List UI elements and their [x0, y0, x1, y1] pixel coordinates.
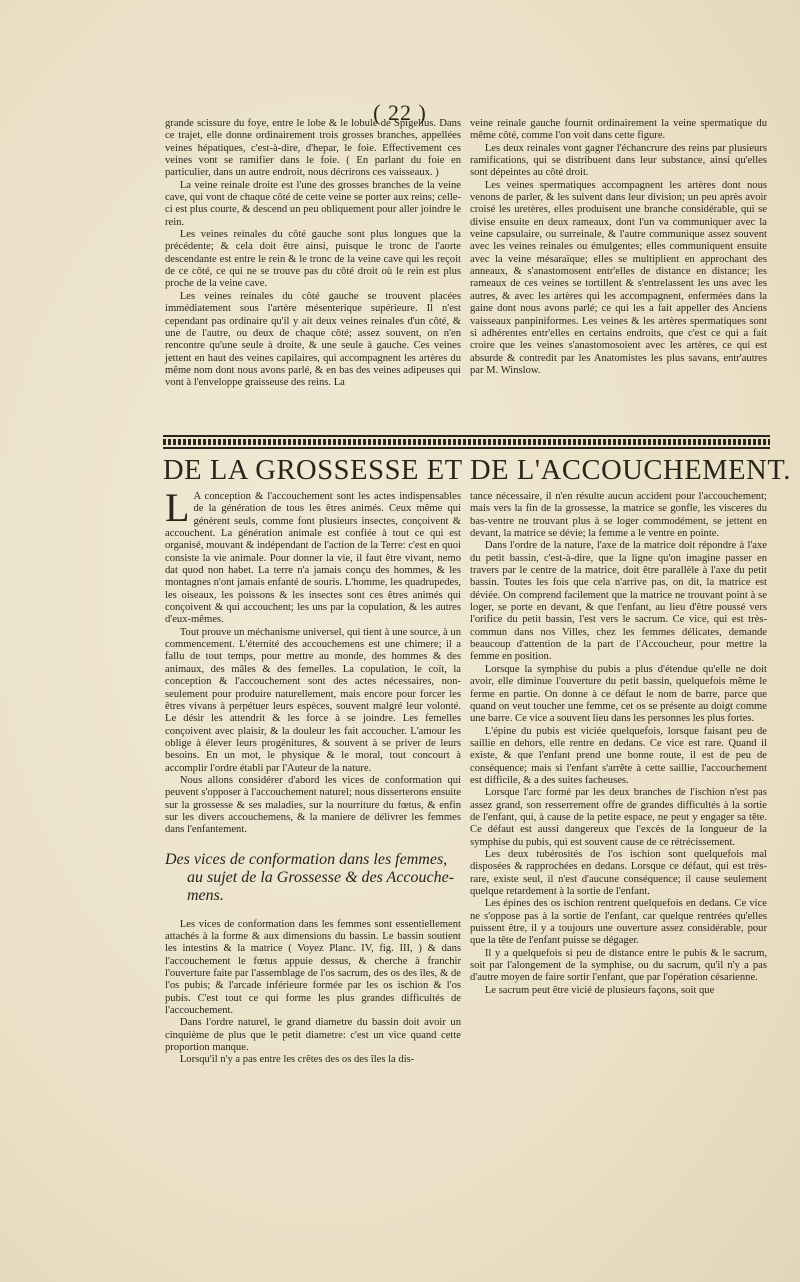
paragraph: Les veines reinales du côté gauche sont plus longues que la précédente; & cela doit être ainsi, puisque le tronc de l'aorte descendante est entre le rein & le tronc de la veine cave qui les reçoit de ce côté, ce qui ne se trouve pas du côté droit où le rein est plus proche de la veine cave. — [165, 229, 461, 290]
paragraph: Lorsque l'arc formé par les deux branches de l'ischion n'est pas assez grand, son resserrement offre de grandes difficultés à la sortie de l'enfant, qui, à cause de la petite espace, ne peut y engager sa tête. Ce défaut est aussi dangereux que l'excès de la longueur de la symphise du pubis, qui est souvent cause de ce rétrécissement. — [470, 787, 767, 848]
bottom-left-column — [165, 485, 461, 1067]
paragraph: grande scissure du foye, entre le lobe & le lobule de Spigelius. Dans ce trajet, elle donne ordinairement trois grosses branches, appellées veines hépatiques, c'est-à-dire, d'hepar, le foie. Effectivement ces veines vont se ramifier dans le foie. ( En parlant du foie en particulier, dans un autre endroit, nous décrirons ces vaisseaux. ) — [165, 118, 461, 179]
drop-cap: L — [165, 485, 190, 530]
paragraph: Lorsque la symphise du pubis a plus d'étendue qu'elle ne doit avoir, elle diminue l'ouverture du petit bassin, quelquefois même le ferme en partie. On donne à ce défaut le nom de barre, parce que quand on veut toucher une femme, cet os se présente au doigt comme une barre. Ce vice a souvent lieu dans les personnes les plus fortes. — [470, 663, 767, 725]
top-right-column — [470, 118, 767, 377]
paragraph: Dans l'ordre de la nature, l'axe de la matrice doit répondre à l'axe du petit bassin, c'est-à-dire, que la ligne qu'on imagine passer en travers par le centre de la matrice, doit être parallèle à l'axe du petit bassin. Toutes les fois que cela n'arrive pas, on dit, la matrice est déviée. On comprend facilement que la matrice ne trouvant point à se loger, se porte en devant, & que l'enfant, au lieu d'être poussé vers l'orifice du petit bassin, l'est vers le sacrum. Ce vice, qui est très-commun dans nos Villes, chez les femmes délicates, demande beaucoup d'attention de la part de l'Accoucheur, pour mettre la femme en position. — [470, 540, 767, 663]
paragraph: Les veines spermatiques accompagnent les artères dont nous venons de parler, & les suivent dans leur division; un peu après avoir croisé les uretères, elles produisent une branche considérable, qui se divise ensuite en deux rameaux, dont l'un va communiquer avec la veine capsulaire, ou surreinale, & l'autre communique assez souvent avec les veines reinales ou émulgentes; elles communiquent ensuite avec la veine mésaraïque; elles se multiplient en approchant des anneaux, & s'anastomosent entr'elles de distance en distance; les rameaux de ces veines se tortillent & s'entrelassent les uns avec les autres, & avec les artères qui les accompagnent, enfermées dans la gaine dont nous avons parlé; ce qui les a fait appeller des Anciens vaisseaux panpiniformes. Les veines & les artères spermatiques sont si adhérentes entr'elles en certains endroits, que c'est ce qui a fait croire que les veines s'anastomosoient avec les artères, ce qui est absurde & contredit par les Anatomistes les plus savans, entr'autres par M. Winslow. — [470, 179, 767, 376]
paragraph: L'épine du pubis est viciée quelquefois, lorsque faisant peu de saillie en dehors, elle rentre en dedans. Ce vice est rare. Quand il existe, & que l'enfant prend une bonne route, il est de peu de conséquence; mais si l'enfant s'arrête à cette saillie, l'accouchement est difficile, & a des suites facheuses. — [470, 725, 767, 786]
subsection-heading-line: mens. — [187, 886, 224, 904]
paragraph: Lorsqu'il n'y a pas entre les crêtes des os des îles la dis- — [179, 1054, 415, 1066]
subsection-heading-line: au sujet de la Grossesse & des Accouche- — [187, 868, 455, 886]
paragraph: Les deux tubérosités de l'os ischion sont quelquefois mal disposées & rapprochées en dedans. Lorsque ce défaut, qui est très-rare, existe seul, il n'est d'aucune conséquence; il cause seulement quelque retardement à la sortie de l'enfant. — [470, 848, 767, 897]
intro-text: A conception & l'accouchement sont les actes indispensables de la génération de tous les êtres animés. Ceux même qui génèrent seuls, comme font plusieurs insectes, conçoivent & accouchent. La génération animale est confiée à tout ce qui est organisé, mouvant & indépendant de l'action de la Terre: c'est en quoi consiste la vie animale. Pour donner la vie, il faut être vivant, nemo dat quod non habet. La terre n'a jamais conçu des hommes, & les montagnes n'ont jamais enfanté de souris. L'homme, les quadrupedes, les oiseaux, les poissons & les insectes sont ces êtres animés qui conçoivent & qui accouchent; les uns par la copulation, & les autres d'eux-mêmes. — [165, 491, 461, 626]
bottom-right-column — [470, 491, 767, 997]
paragraph: Nous allons considérer d'abord les vices de conformation qui peuvent s'opposer à l'accouchement naturel; nous disserterons ensuite sur la grossesse & ses maladies, sur la nourriture du fœtus, & enfin sur les divers accouchemens, & la maniere de délivrer les femmes dans l'enfantement. — [165, 774, 461, 836]
paragraph: Il y a quelquefois si peu de distance entre le pubis & le sacrum, soit par l'alongement de la symphise, ou du sacrum, qu'il n'y a pas d'autre moyen de faire sortir l'enfant, que par l'opération césarienne. — [470, 947, 767, 984]
paragraph: Les vices de conformation dans les femmes sont essentiellement attachés à la forme & aux dimensions du bassin. Le bassin soutient les intestins & la matrice ( Voyez Planc. IV, fig. III, ) & dans l'accouchement le fœtus appuie dessus, & cherche à franchir l'ouverture faite par l'assemblage de l'os sacrum, des os des îles, & de l'os pubis; & l'arcade inférieure formée par les os ischion & l'os pubis. C'est tout ce qui forme les plus grandes difficultés de l'accouchement. — [165, 918, 461, 1017]
section-title: DE LA GROSSESSE ET DE L'ACCOUCHEMENT. — [163, 455, 791, 486]
paragraph: Les veines reinales du côté gauche se trouvent placées immédiatement sous l'artère mésenterique supérieure. Il n'est cependant pas ordinaire qu'il y ait deux veines reinales d'un côté, & une de l'autre, ou deux de chaque côté; assez souvent, on n'en rencontre qu'une seule à droite, & une seule à gauche. Ces veines jettent en haut des veines capilaires, qui accompagnent les artères du même nom dont nous avons parlé, & en bas des veines adipeuses qui vont à l'enveloppe graisseuse des reins. La — [165, 290, 461, 389]
paragraph: Tout prouve un méchanisme universel, qui tient à une source, à un commencement. L'éternité des accouchemens est une chimere; il a fallu de tout temps, pour mettre au monde, des hommes & des animaux, des mâles & des femelles. La copulation, le coït, la conception & l'accouchement sont des actes nécessaires, non-seulement pour produire naturellement, mais encore pour forcer les êtres vivans à perpétuer leurs espèces, souvent malgré leur volonté. Le désir les attendrit & les force à se joindre. Les femelles conçoivent avec plaisir, & la douleur les fait accoucher. L'amour les oblige à élever leurs progénitures, & souvent à se priver de leurs besoins. En un mot, le physique & le moral, tout concourt à accomplir l'ordre établi par l'Auteur de la nature. — [165, 626, 461, 774]
paragraph: veine reinale gauche fournit ordinairement la veine spermatique du même côté, comme l'on voit dans cette figure. — [470, 118, 767, 142]
paragraph: La veine reinale droite est l'une des grosses branches de la veine cave, qui vont de chaque côté de cette veine se porter aux reins; celle-ci est plus courte, & descend un peu obliquement pour aller joindre le rein. — [165, 179, 461, 228]
subsection-heading-line: Des vices de conformation dans les femmes, — [165, 850, 448, 868]
paragraph: Dans l'ordre naturel, le grand diametre du bassin doit avoir un cinquième de plus que le petit diametre: c'est un vice quand cette proportion manque. — [165, 1017, 461, 1054]
top-left-column — [165, 118, 461, 390]
paragraph: Les épines des os ischion rentrent quelquefois en dedans. Ce vice ne s'oppose pas à la sortie de l'enfant, car quelque rentrées qu'elles puissent être, il y a toujours une ouverture assez considérable, pour que la tête de l'enfant puisse se dégager. — [470, 898, 767, 947]
page-number: ( 22 ) — [373, 100, 427, 125]
subsection-heading — [165, 851, 461, 905]
paragraph: Les deux reinales vont gagner l'échancrure des reins par plusieurs ramifications, qui se distribuent dans leur substance, ainsi qu'elles sont dépeintes au côté droit. — [470, 142, 767, 179]
paragraph: tance nécessaire, il n'en résulte aucun accident pour l'accouchement; mais vers la fin de la grossesse, la matrice se gonfle, les visceres du bas-ventre ne trouvant plus à se loger commodément, se jettent en devant, la matrice se dévie; la femme a le ventre en pointe. — [470, 491, 767, 540]
intro-paragraph — [165, 485, 461, 627]
paragraph: Le sacrum peut être vicié de plusieurs façons, soit que — [484, 984, 715, 996]
section-divider-rule — [163, 435, 770, 449]
